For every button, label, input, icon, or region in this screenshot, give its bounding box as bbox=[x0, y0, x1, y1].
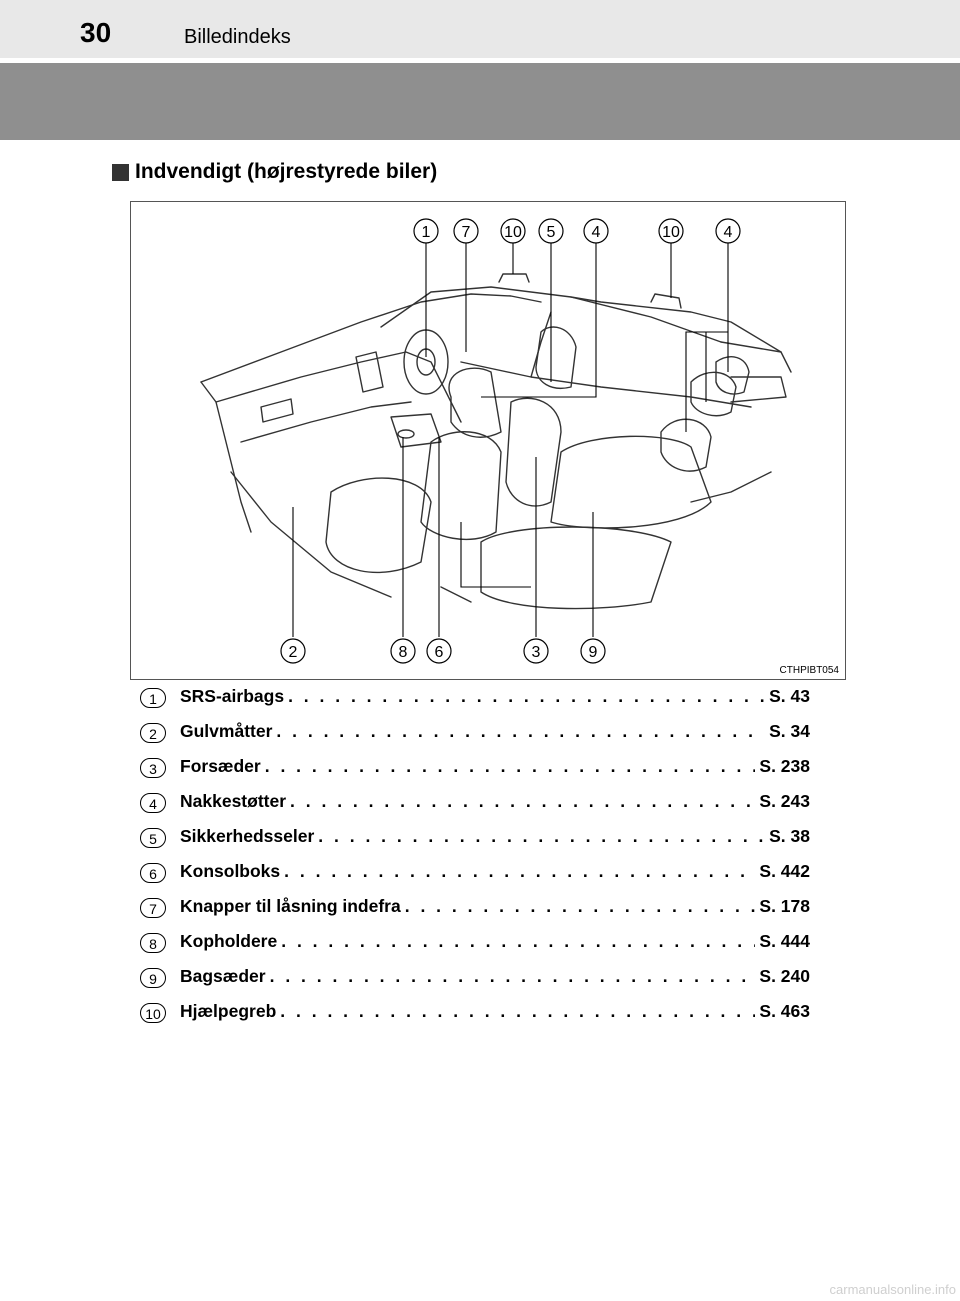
page-header bbox=[0, 0, 960, 58]
b-pillar bbox=[531, 312, 551, 377]
section-title: Indvendigt (højrestyrede biler) bbox=[135, 160, 438, 183]
item-label: Konsolboks bbox=[180, 861, 281, 881]
callout-1 bbox=[414, 219, 438, 243]
page-number: 30 bbox=[80, 17, 112, 48]
leader-4a bbox=[481, 242, 596, 397]
chapter-title: Billedindeks bbox=[184, 26, 291, 48]
item-label: Kopholdere bbox=[180, 931, 278, 951]
center-console bbox=[391, 414, 441, 447]
callout-7 bbox=[454, 219, 478, 243]
section-heading bbox=[112, 160, 437, 184]
item-number: 10 bbox=[140, 1003, 166, 1023]
leader-4c bbox=[686, 332, 728, 432]
item-number: 2 bbox=[140, 723, 166, 743]
svg-text:4: 4 bbox=[723, 224, 733, 241]
parcel-shelf bbox=[731, 377, 786, 402]
item-number: 6 bbox=[140, 863, 166, 883]
callout-3 bbox=[524, 639, 548, 663]
item-page-link[interactable]: S. 43 bbox=[769, 686, 810, 706]
interior-illustration bbox=[130, 201, 846, 680]
item-number: 4 bbox=[140, 793, 166, 813]
front-seat-back-right bbox=[506, 398, 561, 506]
callout-5 bbox=[539, 219, 563, 243]
item-label: Knapper til låsning indefra bbox=[180, 896, 401, 916]
square-bullet-icon bbox=[112, 164, 129, 181]
callout-10b bbox=[659, 219, 683, 243]
rear-seat-bench bbox=[481, 527, 671, 609]
door-line bbox=[461, 362, 751, 407]
svg-text:2: 2 bbox=[288, 644, 298, 661]
item-number: 1 bbox=[140, 688, 166, 708]
rear-headrest-2 bbox=[716, 357, 749, 394]
item-number: 7 bbox=[140, 898, 166, 918]
svg-text:10: 10 bbox=[662, 224, 680, 241]
list-item bbox=[140, 785, 810, 820]
list-item bbox=[140, 995, 810, 1030]
item-label: Gulvmåtter bbox=[180, 721, 273, 741]
svg-text:7: 7 bbox=[461, 224, 471, 241]
item-page-link[interactable]: S. 243 bbox=[759, 791, 810, 811]
front-seat-cushion-left bbox=[326, 478, 431, 572]
callout-2 bbox=[281, 639, 305, 663]
item-page-link[interactable]: S. 463 bbox=[759, 1001, 810, 1021]
item-number: 9 bbox=[140, 968, 166, 988]
floor-line-left bbox=[231, 472, 391, 597]
item-page-link[interactable]: S. 178 bbox=[759, 896, 810, 916]
grab-handle-rear bbox=[651, 294, 681, 308]
item-page-link[interactable]: S. 240 bbox=[759, 966, 810, 986]
item-label: Nakkestøtter bbox=[180, 791, 287, 811]
svg-text:6: 6 bbox=[434, 644, 444, 661]
svg-text:9: 9 bbox=[588, 644, 598, 661]
item-number: 3 bbox=[140, 758, 166, 778]
list-item bbox=[140, 680, 810, 715]
grab-handle-front bbox=[499, 274, 529, 282]
rear-seat-cushion bbox=[551, 436, 711, 528]
callout-9 bbox=[581, 639, 605, 663]
svg-text:4: 4 bbox=[591, 224, 601, 241]
list-item bbox=[140, 750, 810, 785]
item-number: 8 bbox=[140, 933, 166, 953]
figure-code: CTHPIBT054 bbox=[779, 665, 839, 676]
front-seat-headrest-left bbox=[449, 368, 501, 437]
item-label: Sikkerhedsseler bbox=[180, 826, 315, 846]
item-page-link[interactable]: S. 444 bbox=[759, 931, 810, 951]
svg-text:3: 3 bbox=[531, 644, 541, 661]
list-item bbox=[140, 855, 810, 890]
callout-4 bbox=[584, 219, 608, 243]
cup-holder bbox=[398, 430, 414, 438]
index-list bbox=[140, 680, 810, 1030]
list-item bbox=[140, 890, 810, 925]
item-label: Hjælpegreb bbox=[180, 1001, 277, 1021]
item-page-link[interactable]: S. 442 bbox=[759, 861, 810, 881]
item-label: Forsæder bbox=[180, 756, 261, 776]
floor-mark bbox=[441, 587, 471, 602]
floor-line-rear bbox=[691, 472, 771, 502]
svg-text:5: 5 bbox=[546, 224, 556, 241]
list-item bbox=[140, 960, 810, 995]
item-label: Bagsæder bbox=[180, 966, 266, 986]
svg-text:8: 8 bbox=[398, 644, 408, 661]
svg-text:1: 1 bbox=[421, 224, 431, 241]
item-page-link[interactable]: S. 34 bbox=[769, 721, 810, 741]
car-interior-drawing bbox=[131, 202, 846, 680]
list-item bbox=[140, 925, 810, 960]
item-label: SRS-airbags bbox=[180, 686, 285, 706]
callout-8 bbox=[391, 639, 415, 663]
list-item bbox=[140, 820, 810, 855]
air-vent bbox=[261, 399, 293, 422]
watermark: carmanualsonline.info bbox=[829, 1282, 956, 1297]
item-page-link[interactable]: S. 38 bbox=[769, 826, 810, 846]
dashboard-left-edge bbox=[201, 382, 251, 532]
header-band bbox=[0, 63, 960, 140]
item-page-link[interactable]: S. 238 bbox=[759, 756, 810, 776]
svg-text:10: 10 bbox=[504, 224, 522, 241]
item-number: 5 bbox=[140, 828, 166, 848]
list-item bbox=[140, 715, 810, 750]
callout-6 bbox=[427, 639, 451, 663]
callout-4b bbox=[716, 219, 740, 243]
dashboard-lower bbox=[241, 402, 411, 442]
callout-10 bbox=[501, 219, 525, 243]
